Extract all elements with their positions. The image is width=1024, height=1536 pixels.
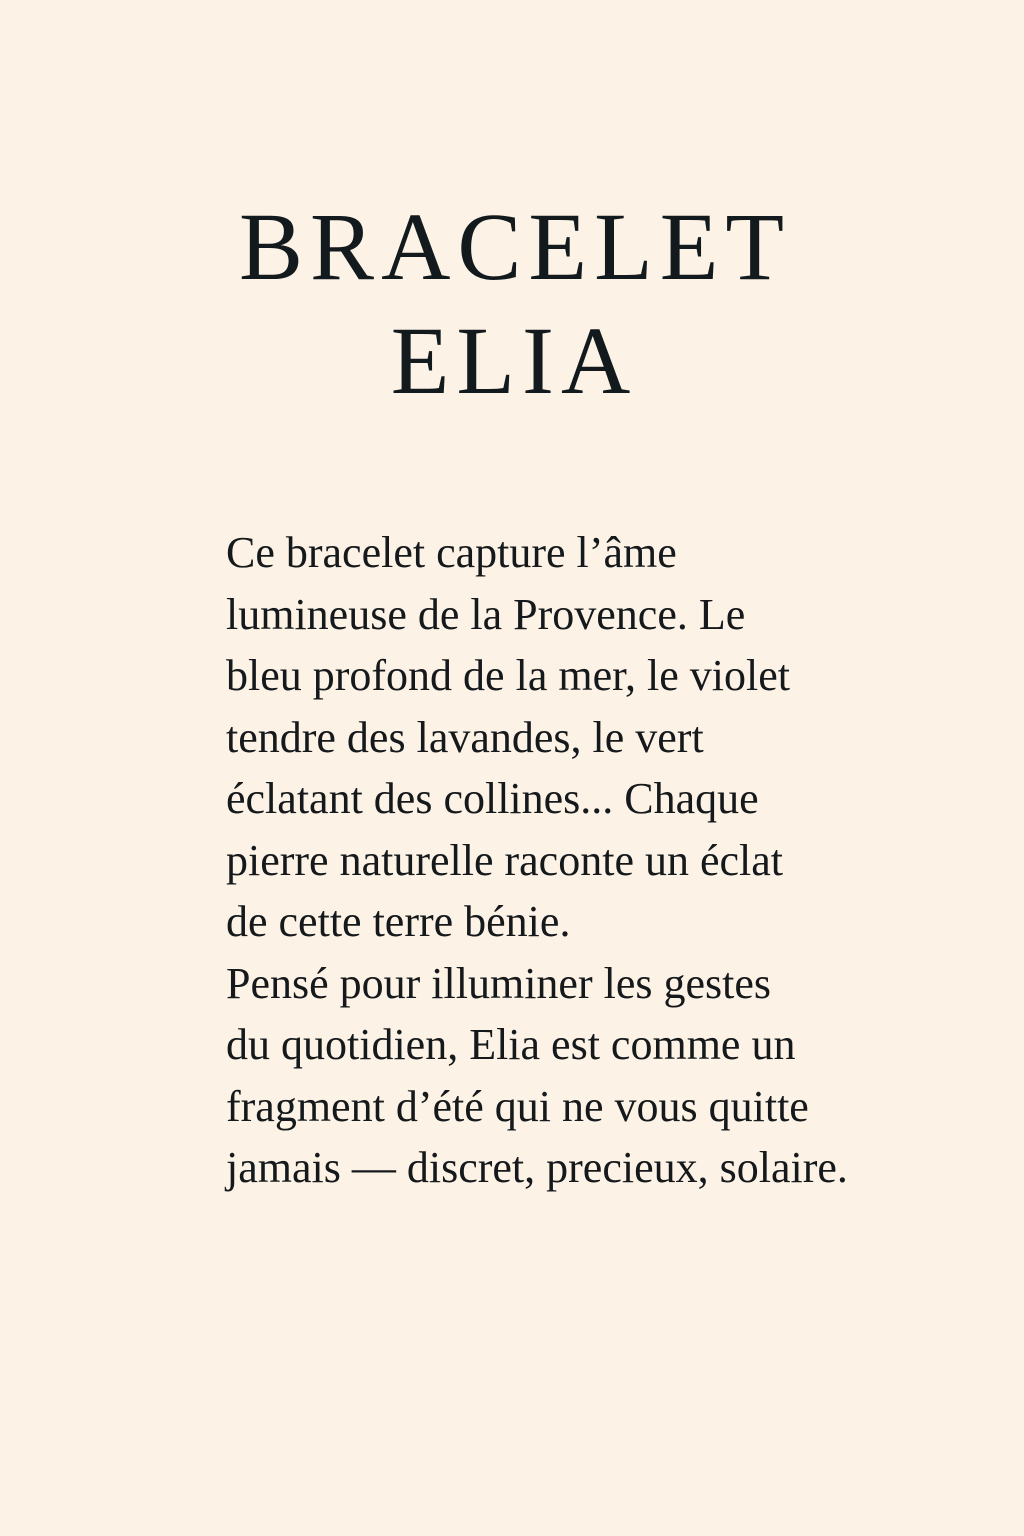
title-line-elia: ELIA (390, 307, 638, 414)
description-line: éclatant des collines... Chaque (226, 774, 759, 823)
product-description (226, 522, 926, 1199)
description-line: Pensé pour illuminer les gestes (226, 958, 772, 1008)
description-line: pierre naturelle raconte un éclat (226, 835, 784, 885)
description-line: tendre des lavandes, le vert (226, 712, 704, 762)
description-line: Ce bracelet capture l’âme (226, 528, 677, 577)
description-line: de cette terre bénie. (226, 897, 571, 946)
description-line: fragment d’été qui ne vous quitte (226, 1081, 809, 1131)
page-title (0, 190, 1024, 418)
description-line: du quotidien, Elia est comme un (226, 1020, 796, 1069)
description-line: jamais — discret, precieux, solaire. (226, 1143, 848, 1192)
description-line: bleu profond de la mer, le violet (226, 651, 790, 700)
title-line-bracelet: BRACELET (239, 193, 791, 300)
description-line: lumineuse de la Provence. Le (226, 589, 746, 639)
